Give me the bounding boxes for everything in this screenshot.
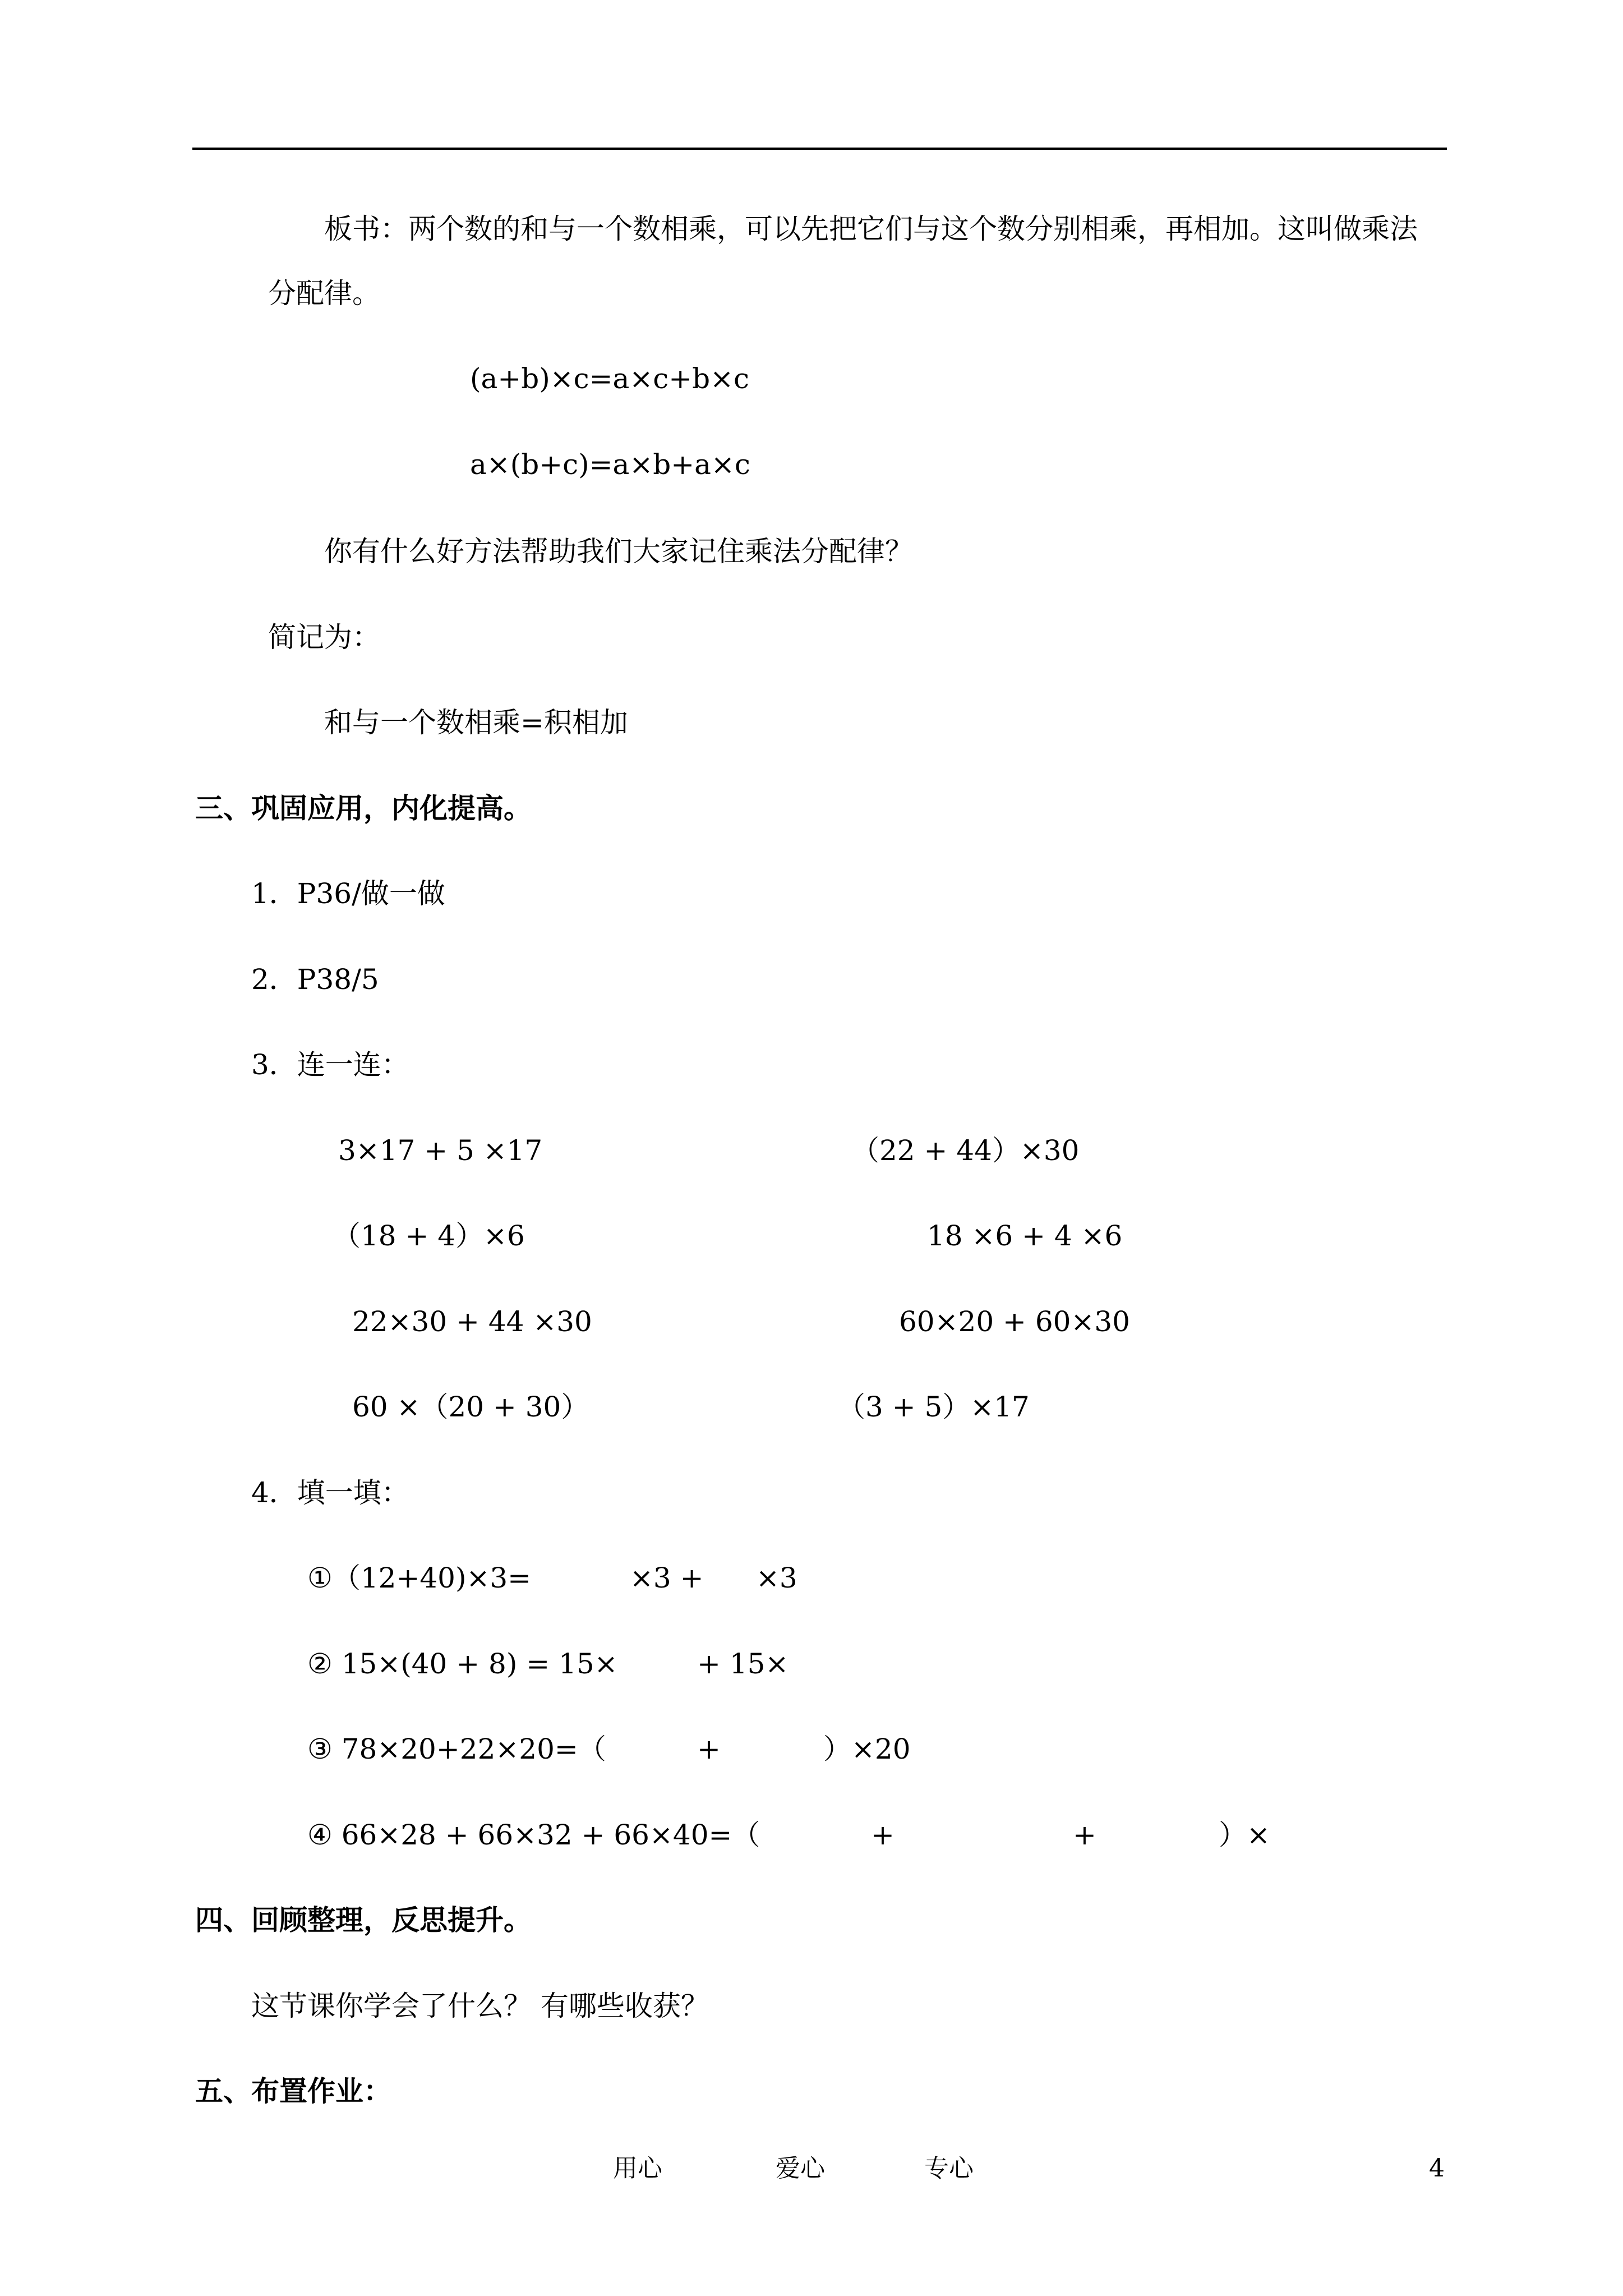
fill-q3-part3: ）×20 (823, 1733, 911, 1765)
page-number: 4 (1429, 2154, 1445, 2183)
match-right-2: 18 ×6 + 4 ×6 (927, 1220, 1123, 1252)
exercise-1: 1．P36/做一做 (251, 877, 445, 910)
fill-q4-part1: ④ 66×28 + 66×32 + 66×40=（ (307, 1819, 760, 1851)
fill-q1-part2: ×3 + (630, 1562, 704, 1594)
fill-q3-part1: ③ 78×20+22×20=（ (307, 1733, 606, 1765)
short-rule: 和与一个数相乘=积相加 (324, 706, 628, 739)
section4-heading: 四、回顾整理，反思提升。 (195, 1904, 532, 1936)
fill-q2-part1: ② 15×(40 + 8) = 15× (307, 1648, 618, 1680)
section3-heading: 三、巩固应用，内化提高。 (195, 792, 532, 825)
fill-q4-part2: + (871, 1819, 895, 1851)
formula-2: a×(b+c)=a×b+a×c (470, 448, 750, 481)
match-left-3: 22×30 + 44 ×30 (352, 1305, 592, 1338)
fill-q3-part2: + (697, 1733, 721, 1765)
fill-q4-part4: ）× (1219, 1819, 1270, 1851)
board-note-line1: 板书：两个数的和与一个数相乘，可以先把它们与这个数分别相乘，再相加。这叫做乘法 (324, 213, 1418, 245)
fill-q4-part3: + (1073, 1819, 1096, 1851)
exercise-3: 3．连一连： (251, 1048, 409, 1081)
fill-q1-part1: ①（12+40)×3= (307, 1562, 532, 1594)
memory-question: 你有什么好方法帮助我们大家记住乘法分配律？ (324, 535, 913, 568)
match-right-1: （22 + 44）×30 (851, 1134, 1080, 1167)
header-rule (192, 148, 1447, 150)
formula-1: (a+b)×c=a×c+b×c (470, 362, 750, 395)
exercise-2: 2．P38/5 (251, 963, 379, 996)
fill-q2-part2: + 15× (697, 1648, 789, 1680)
footer-motto-1: 用心 (613, 2154, 662, 2183)
fill-q1-part3: ×3 (756, 1562, 797, 1594)
match-left-4: 60 ×（20 + 30） (352, 1391, 589, 1423)
match-left-1: 3×17 + 5 ×17 (338, 1134, 543, 1167)
exercise-4: 4．填一填： (251, 1476, 409, 1509)
match-right-3: 60×20 + 60×30 (899, 1305, 1130, 1338)
reflection-question: 这节课你学会了什么？ 有哪些收获？ (251, 1990, 709, 2022)
footer-motto-3: 专心 (924, 2154, 974, 2183)
short-label: 简记为： (268, 621, 380, 654)
footer-motto-2: 爱心 (776, 2154, 825, 2183)
match-left-2: （18 + 4）×6 (333, 1220, 525, 1252)
match-right-4: （3 + 5）×17 (837, 1391, 1030, 1423)
section5-heading: 五、布置作业： (195, 2075, 391, 2108)
board-note-line2: 分配律。 (268, 277, 380, 310)
